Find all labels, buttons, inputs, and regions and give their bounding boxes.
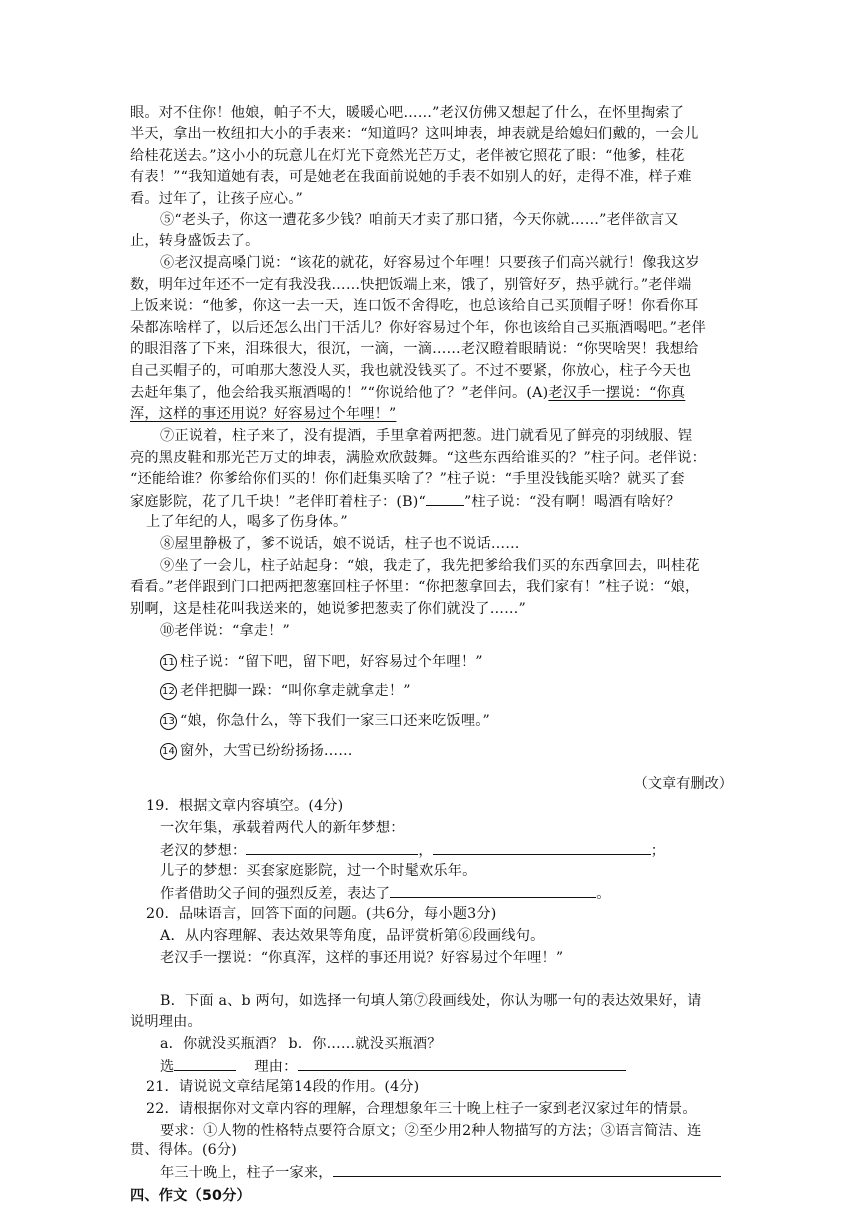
story-line: 看。过年了，让孩子应心。” [130,191,304,208]
story-line: 别啊，这是桂花叫我送来的，她说爹把葱卖了你们就没了……” [130,600,526,617]
story-line: “还能给谁？你爹给你们买的！你们赶集买啥了？”柱子说：“手里没钱能买啥？就买了套 [130,471,685,488]
question-text: ， [418,842,433,859]
story-line: 止，转身盛饭去了。 [130,233,260,250]
story-line: 亮的黑皮鞋和那光芒万丈的坤表，满脸欢欣鼓舞。“这些东西给谁买的？”柱子问。老伴说： [130,449,707,466]
story-line: 给桂花送去。”这小小的玩意儿在灯光下竟然光芒万丈，老伴被它照花了眼：“他爹，桂花 [130,147,685,164]
question-21: 21．请说说文章结尾第14段的作用。(4分) [146,1079,420,1096]
story-line [130,491,680,512]
question-22: 22．请根据你对文章内容的理解，合理想象年三十晚上柱子一家到老汉家过年的情景。 [146,1100,697,1117]
answer-blank[interactable] [298,1056,626,1071]
question-19: 19．根据文章内容填空。(4分) [146,798,344,815]
section-heading-composition: 四、作文（50分） [130,1188,251,1204]
story-text: “娘，你急什么，等下我们一家三口还来吃饭哩。” [180,712,490,729]
story-line: 半天，拿出一枚纽扣大小的手表来：“知道吗？这叫坤表，坤表就是给媳妇们戴的，一会儿 [130,126,699,143]
story-line: 眼。对不住你！他娘，帕子不大，暖暖心吧……”老汉仿佛又想起了什么，在怀里掏索了 [130,104,685,121]
story-line [130,383,685,403]
story-line [160,741,353,761]
question-text [160,883,611,904]
question-text: 理由： [254,1058,298,1075]
story-text: 窗外，大雪已纷纷扬扬…… [180,742,353,759]
story-line: 自己买帽子的，可咱那大葱没人买，我也就没钱买了。不过不要紧，你放心，柱子今天也 [130,363,692,380]
question-text: A．从内容理解、表达效果等角度，品评赏析第⑥段画线句。 [160,928,545,944]
paragraph-number: 11 [160,654,177,671]
story-text: 家庭影院，花了几千块！”老伴盯着柱子：(B)“ [130,493,426,510]
story-line [160,652,483,672]
paragraph-number: 14 [160,743,177,760]
question-text [160,840,665,861]
question-text: 一次年集，承载着两代人的新年梦想： [160,819,405,836]
question-20: 20．品味语言，回答下面的问题。(共6分，每小题3分) [146,906,497,923]
question-text: 作者借助父子间的强烈反差，表达了 [160,885,391,902]
story-line: 朵都冻啥样了，以后还怎么出门干活儿？你好容易过个年，你也该给自己买瓶酒喝吧。”老伴 [130,319,706,336]
question-text: B．下面 a、b 两句，如选择一句填人第⑦段画线处，你认为哪一句的表达效果好，请 [160,992,702,1009]
story-line: 数，明年过年还不一定有我没我……快把饭端上来，饿了，别管好歹，热乎就行。”老伴端 [130,276,692,293]
underlined-sentence: 浑，这样的事还用说？好容易过个年哩！” [130,406,397,423]
answer-blank[interactable] [246,840,418,855]
question-text: 说明理由。 [130,1014,202,1031]
story-text: 柱子说：“留下吧，留下吧，好容易过个年哩！” [180,653,483,670]
story-line: ⑩老伴说：“拿走！” [160,623,291,640]
story-line: 上了年纪的人，喝多了伤身体。” [146,514,348,531]
story-line [160,711,490,731]
question-text [160,1056,626,1077]
story-line: ⑦正说着，柱子来了，没有提酒，手里拿着两把葱。进门就看见了鲜亮的羽绒服、锃 [160,427,693,444]
story-text: ”柱子说：“没有啊！喝酒有啥好？ [463,493,681,510]
question-text: ； [650,842,666,859]
source-note: （文章有删改） [633,775,733,792]
question-text: 选 [160,1058,175,1075]
answer-blank[interactable] [174,1056,236,1071]
question-text [160,1162,721,1183]
answer-blank[interactable] [333,1162,721,1177]
question-text: a．你就没买瓶酒？ b．你……就没买瓶酒？ [160,1036,442,1053]
story-line: 上饭来说：“他爹，你这一去一天，连口饭不舍得吃，也总该给自己买顶帽子呀！你看你耳 [130,298,699,315]
answer-blank[interactable] [390,883,596,898]
story-text: 老伴把脚一跺：“叫你拿走就拿走！” [180,682,411,699]
answer-blank[interactable] [433,840,651,855]
story-line: ⑧屋里静极了，爹不说话，娘不说话，柱子也不说话…… [160,536,520,553]
story-line: 的眼泪落了下来，泪珠很大，很沉，一滴，一滴……老汉瞪着眼睛说：“你哭啥哭！我想给 [130,341,699,358]
story-line: ⑥老汉提高嗓门说：“该花的就花，好容易过个年哩！只要孩子们高兴就行！像我这岁 [160,254,700,271]
story-line: ⑨坐了一会儿，柱子站起身：“娘，我走了，我先把爹给我们买的东西拿回去，叫桂花 [160,557,700,574]
story-text: 去赶年集了，他会给我买瓶酒喝的！”“你说给他了？”老伴问。(A) [130,384,549,401]
question-text: 。 [596,885,611,902]
story-line: 看看。”老伴跟到门口把两把葱塞回柱子怀里：“你把葱拿回去，我们家有！”柱子说：“娘， [130,579,700,596]
paragraph-number: 13 [160,713,177,730]
story-line [130,404,396,424]
question-text: 儿子的梦想：买套家庭影院，过一个时髦欢乐年。 [160,863,477,880]
story-line: 有表！”“我知道她有表，可是她老在我面前说她的手表不如别人的好，走得不准，样子难 [130,169,692,186]
paragraph-number: 12 [160,683,177,700]
question-text: 年三十晚上，柱子一家来， [160,1165,333,1181]
blank-b[interactable] [426,491,464,506]
question-text: 老汉的梦想： [160,842,247,859]
story-line: ⑤“老头子，你这一遭花多少钱？咱前天才卖了那口猪，今天你就……”老伴欲言又 [160,211,679,228]
question-text: 要求：①人物的性格特点要符合原文；②至少用2种人物描写的方法；③语言简洁、连 [160,1122,702,1139]
underlined-sentence: 老汉手一摆说：“你真 [548,384,686,401]
question-text: 老汉手一摆说：“你真浑，这样的事还用说？好容易过个年哩！” [160,949,564,966]
question-text: 贯、得体。(6分) [130,1142,238,1158]
story-line [160,681,411,701]
